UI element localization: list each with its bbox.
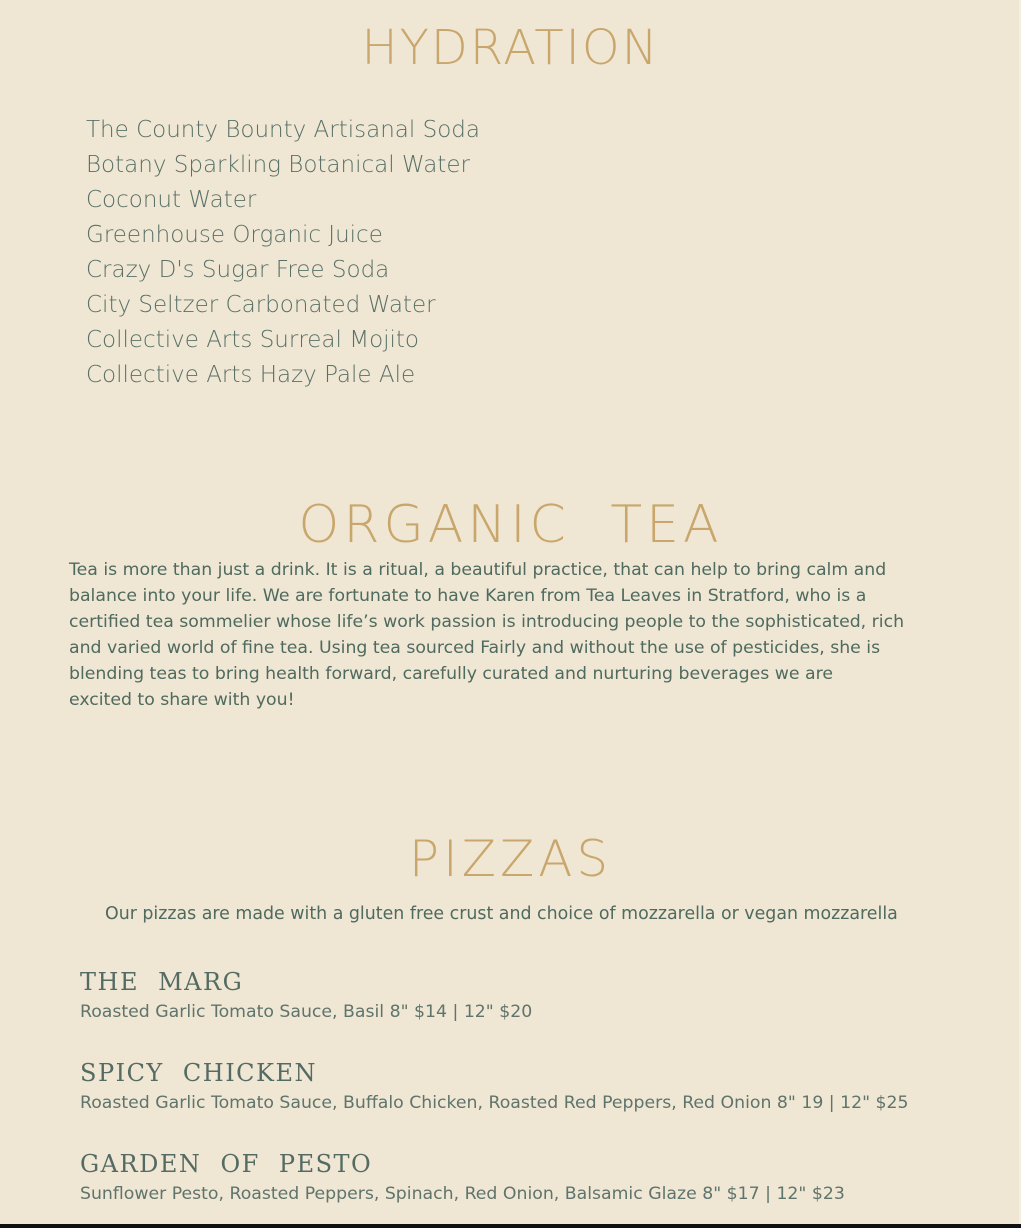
pizza-description: Roasted Garlic Tomato Sauce, Buffalo Chicken, Roasted Red Peppers, Red Onion 8" 19 | 12" $25 — [80, 1093, 909, 1113]
hydration-list — [86, 113, 480, 393]
pizza-subtitle: Our pizzas are made with a gluten free crust and choice of mozzarella or vegan mozzarella — [105, 904, 898, 924]
drink-item: City Seltzer Carbonated Water — [86, 292, 436, 318]
tea-description: Tea is more than just a drink. It is a ritual, a beautiful practice, that can help to bring calm and balance into your life. We are fortunate to have Karen from Tea Leaves in Stratford, who is a certified tea sommelier whose life’s work passion is introducing people to the sophisticated, rich and varied world of fine tea. Using tea sourced Fairly and without the use of pesticides, she is blending teas to bring health forward, carefully curated and nurturing beverages we are excited to share with you! — [69, 560, 905, 710]
pizza-item-the-marg — [80, 970, 980, 1024]
pizza-description: Roasted Garlic Tomato Sauce, Basil 8" $14 | 12" $20 — [80, 1002, 533, 1022]
pizza-item-spicy-chicken — [80, 1061, 980, 1115]
pizza-item-garden-of-pesto — [80, 1152, 980, 1206]
drink-item: Botany Sparkling Botanical Water — [86, 152, 470, 178]
drink-item: Coconut Water — [86, 187, 257, 213]
drink-item: Greenhouse Organic Juice — [86, 222, 383, 248]
pizza-name: GARDEN OF PESTO — [80, 1150, 373, 1178]
drink-item: Collective Arts Hazy Pale Ale — [86, 362, 416, 388]
pizzas-title: PIZZAS — [408, 830, 613, 888]
pizza-name: THE MARG — [80, 968, 244, 996]
hydration-title: HYDRATION — [361, 20, 660, 76]
organic-tea-title: ORGANIC TEA — [298, 495, 723, 555]
drink-item: The County Bounty Artisanal Soda — [86, 117, 480, 143]
drink-item: Crazy D's Sugar Free Soda — [86, 257, 390, 283]
drink-item: Collective Arts Surreal Mojito — [86, 327, 420, 353]
pizza-description: Sunflower Pesto, Roasted Peppers, Spinach, Red Onion, Balsamic Glaze 8" $17 | 12" $23 — [80, 1184, 845, 1204]
pizza-name: SPICY CHICKEN — [80, 1059, 317, 1087]
bottom-border — [0, 1224, 1021, 1228]
